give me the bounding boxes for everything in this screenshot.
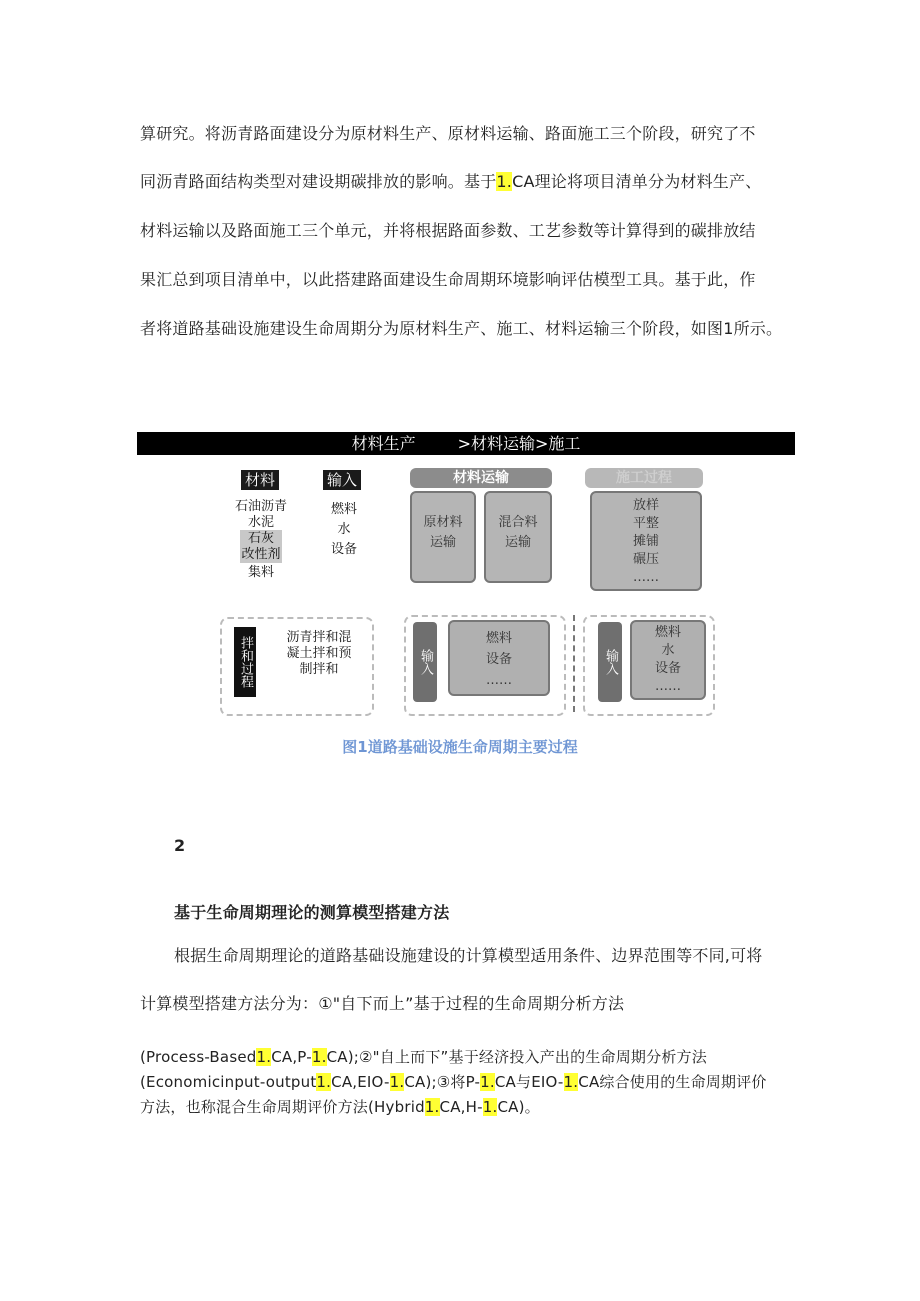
text-segment: CA综合使用的生命周期评价: [578, 1073, 767, 1091]
construction-header: 施工过程: [585, 468, 703, 488]
intro-line-3: 材料运输以及路面施工三个单元，并将根据路面参数、工艺参数等计算得到的碳排放结: [140, 221, 756, 240]
divider-line: [573, 615, 575, 712]
figure-header-stage-2: >材料运输>施工: [457, 434, 581, 453]
materials-tag: 材料: [241, 470, 279, 490]
bottom-right-item: ……: [655, 679, 681, 694]
input-tag: 输入: [323, 470, 361, 490]
bottom-mid-item: 燃料: [485, 631, 512, 646]
figure-header-bar: [137, 432, 795, 455]
text-segment: (Process-Based: [140, 1048, 257, 1066]
box-label: 运输: [504, 535, 531, 550]
highlight: 1.: [563, 1073, 579, 1091]
section-number: 2: [174, 836, 186, 855]
text-segment: CA)。: [497, 1098, 540, 1116]
ref-line-2: [140, 1071, 767, 1093]
highlight: 1.: [480, 1073, 495, 1091]
intro-line-1: 算研究。将沥青路面建设分为原材料生产、原材料运输、路面施工三个阶段，研究了不: [140, 124, 756, 143]
mixture-transport-box: [484, 491, 552, 583]
text-segment: CA,P-: [271, 1048, 312, 1066]
text-segment: CA);②"自上而下”基于经济投入产出的生命周期分析方法: [326, 1048, 707, 1066]
body-line-1: 根据生命周期理论的道路基础设施建设的计算模型适用条件、边界范围等不同,可将: [174, 946, 763, 965]
text-segment: CA与EIO-: [494, 1073, 564, 1091]
highlight: 1.: [424, 1098, 440, 1116]
material-item: 集料: [247, 565, 274, 580]
input-item: 设备: [330, 542, 357, 557]
figure-header-stage-1: 材料生产: [351, 434, 416, 453]
bottom-mid-box: [448, 620, 550, 696]
highlight: 1.: [311, 1048, 327, 1066]
construction-item: 放样: [632, 498, 659, 513]
highlight: 1.: [482, 1098, 498, 1116]
construction-item: 碾压: [632, 552, 659, 567]
material-item: 石灰: [240, 530, 282, 547]
mixing-line: 凝土拌和预: [286, 646, 352, 661]
highlight: 1.: [496, 172, 513, 191]
mixing-line: 沥青拌和混: [286, 630, 352, 645]
mixing-line: 制拌和: [299, 662, 339, 677]
bottom-mid-item: 设备: [485, 652, 512, 667]
figure-caption: 图1道路基础设施生命周期主要过程: [342, 738, 578, 756]
bottom-mid-item: ……: [486, 673, 512, 688]
input-item: 水: [337, 522, 351, 537]
construction-box: [590, 491, 702, 591]
bottom-input-tab: 输入: [413, 622, 437, 702]
input-item: 燃料: [330, 502, 357, 517]
ref-line-3: [140, 1096, 540, 1118]
text-segment: CA,EIO-: [331, 1073, 390, 1091]
text-segment: CA);③将P-: [404, 1073, 481, 1091]
material-item: 石油沥青: [234, 499, 287, 514]
mixing-tag: 拌和过程: [234, 627, 256, 697]
highlight: 1.: [256, 1048, 272, 1066]
construction-item: 平整: [632, 516, 659, 531]
box-label: 混合料: [498, 515, 538, 530]
bottom-right-item: 设备: [654, 661, 681, 676]
section-title: 基于生命周期理论的测算模型搭建方法: [174, 903, 450, 922]
bottom-right-box: [630, 620, 706, 700]
intro-line-4: 果汇总到项目清单中，以此搭建路面建设生命周期环境影响评估模型工具。基于此，作: [140, 270, 756, 289]
intro-line-2: [140, 171, 761, 193]
bottom-right-item: 水: [661, 643, 675, 658]
raw-material-transport-box: [410, 491, 476, 583]
material-item: 改性剂: [241, 547, 281, 562]
intro-line-5: 者将道路基础设施建设生命周期分为原材料生产、施工、材料运输三个阶段，如图1所示。: [140, 319, 783, 338]
bottom-right-item: 燃料: [654, 625, 681, 640]
body-line-2: 计算模型搭建方法分为：①"自下而上”基于过程的生命周期分析方法: [140, 994, 625, 1013]
transport-header: 材料运输: [410, 468, 552, 488]
construction-item: 摊铺: [632, 534, 659, 549]
ref-line-1: [140, 1046, 707, 1068]
box-label: 原材料: [423, 515, 463, 530]
text-segment: 同沥青路面结构类型对建设期碳排放的影响。基于: [140, 172, 497, 191]
construction-item: ……: [633, 570, 659, 585]
box-label: 运输: [429, 535, 456, 550]
text-segment: CA理论将项目清单分为材料生产、: [512, 172, 762, 191]
highlight: 1.: [316, 1073, 332, 1091]
bottom-input-tab: 输入: [598, 622, 622, 702]
material-item: 水泥: [247, 515, 274, 530]
text-segment: 方法，也称混合生命周期评价方法(Hybrid: [140, 1098, 425, 1116]
text-segment: (Economicinput-output: [140, 1073, 317, 1091]
text-segment: CA,H-: [439, 1098, 483, 1116]
highlight: 1.: [389, 1073, 405, 1091]
